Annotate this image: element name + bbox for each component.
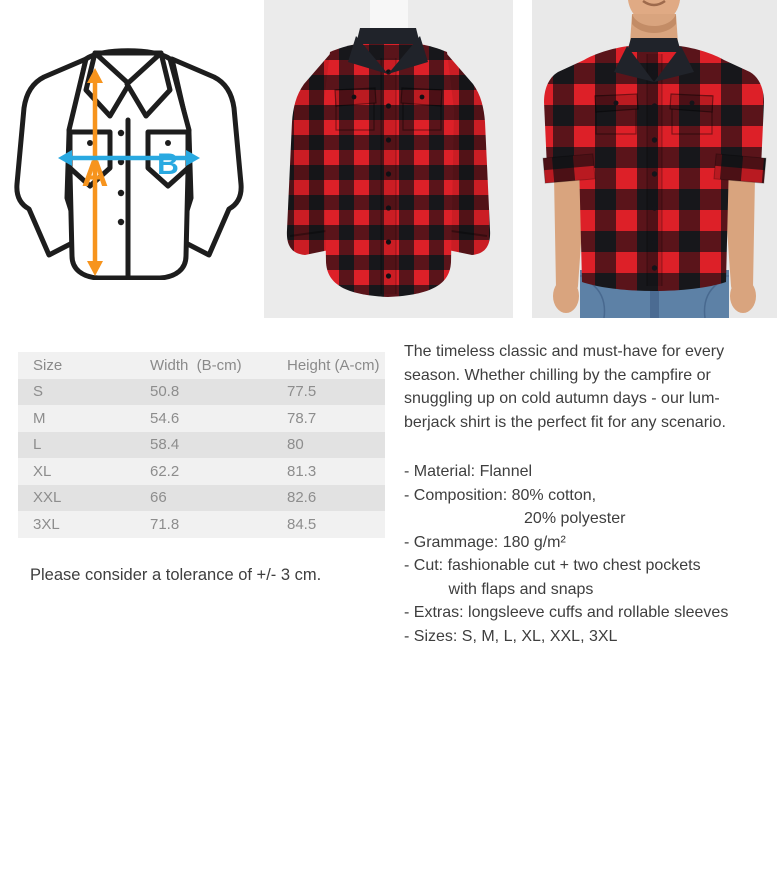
size-row-xl (18, 458, 385, 485)
measurement-diagram-image[interactable] (10, 40, 248, 280)
size-row-xxl (18, 485, 385, 512)
arrow-label-b: B (157, 148, 179, 181)
spec-line-composition: - Composition: 80% cotton, (404, 486, 597, 504)
tolerance-note: Please consider a tolerance of +/- 3 cm. (30, 566, 322, 584)
paragraph-line: berjack shirt is the perfect fit for any scenario. (404, 413, 726, 431)
size-label: M (33, 409, 46, 427)
model-photo-image[interactable] (532, 0, 777, 318)
width-value: 50.8 (150, 383, 180, 401)
size-row-3xl (18, 511, 385, 538)
col-header-height: Height (A-cm) (287, 356, 380, 374)
size-row-s (18, 379, 385, 406)
width-value: 54.6 (150, 409, 180, 427)
size-table-header-row (18, 352, 385, 379)
col-header-width: Width (B-cm) (150, 356, 242, 374)
spec-line-cut-2: with flaps and snaps (404, 580, 594, 598)
spec-list (404, 460, 776, 648)
height-value: 80 (287, 436, 304, 454)
height-value: 78.7 (287, 409, 317, 427)
spec-line-grammage: - Grammage: 180 g/m² (404, 533, 566, 551)
col-header-size: Size (33, 356, 63, 374)
shirt-outline-drawing (10, 40, 248, 280)
height-value: 82.6 (287, 489, 317, 507)
paragraph-line: snuggling up on cold autumn days - our lum- (404, 390, 720, 407)
size-table (18, 352, 385, 538)
size-row-l (18, 432, 385, 459)
width-value: 66 (150, 489, 167, 507)
product-photo-image[interactable] (264, 0, 513, 318)
description-paragraph (404, 340, 776, 434)
spec-line-composition-2: 20% polyester (404, 510, 626, 527)
spec-line-extras: - Extras: longsleeve cuffs and rollable sleeves (404, 604, 729, 621)
model-wearing-shirt-photo (532, 0, 777, 318)
width-value: 62.2 (150, 462, 180, 480)
width-value: 71.8 (150, 515, 180, 533)
paragraph-line: season. Whether chilling by the campfire or (404, 366, 711, 384)
size-label: L (33, 436, 42, 454)
size-row-m (18, 405, 385, 432)
spec-line-cut: - Cut: fashionable cut + two chest pockets (404, 557, 701, 574)
flat-shirt-photo (264, 0, 513, 318)
product-description (404, 340, 776, 648)
shirt-outline (17, 51, 241, 278)
spec-line-material: - Material: Flannel (404, 463, 533, 480)
spec-line-sizes: - Sizes: S, M, L, XL, XXL, 3XL (404, 627, 618, 645)
paragraph-line: The timeless classic and must-have for every (404, 343, 725, 360)
arrow-label-a: A (81, 153, 109, 194)
height-value: 81.3 (287, 462, 317, 480)
height-value: 84.5 (287, 515, 317, 533)
size-label: S (33, 383, 44, 401)
size-label: 3XL (33, 515, 60, 533)
size-label: XL (33, 462, 52, 480)
height-value: 77.5 (287, 383, 317, 401)
width-value: 58.4 (150, 436, 180, 454)
size-label: XXL (33, 489, 62, 507)
